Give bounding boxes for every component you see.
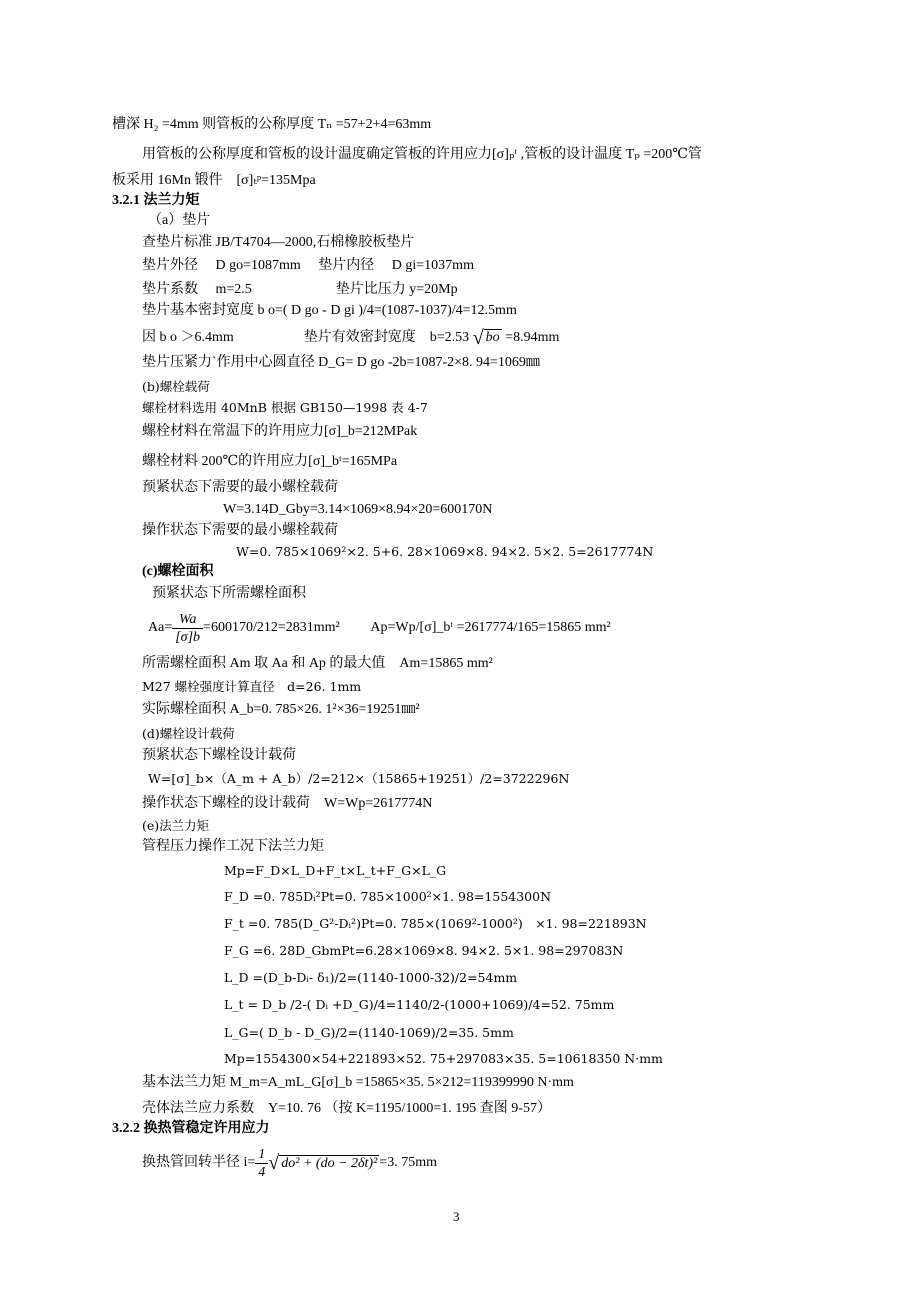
text-line: 垫片外径 D go=1087mm 垫片内径 D gi=1037mm: [142, 258, 474, 273]
text-line: 螺栓材料 200℃的许用应力[σ]_bᵗ=165MPa: [142, 454, 398, 469]
text-line: (d)螺栓设计载荷: [142, 726, 235, 741]
text-line: 预紧状态下所需螺栓面积: [152, 586, 306, 601]
sqrt-symbol: √: [268, 1152, 280, 1174]
text-line: Mp=1554300×54+221893×52. 75+297083×35. 5=10618350 N·mm: [224, 1051, 663, 1066]
text-line: 基本法兰力矩 M_m=A_mL_G[σ]_b =15865×35. 5×212=119399990 N·mm: [142, 1075, 574, 1090]
text-line: 垫片基本密封宽度 b o=( D go - D gi )/4=(1087-1037)/4=12.5mm: [142, 303, 517, 318]
text-line: 管程压力操作工况下法兰力矩: [142, 839, 324, 854]
fraction-denominator: [σ]b: [175, 629, 201, 645]
text-line: 用管板的公称厚度和管板的设计温度确定管板的许用应力[σ]ₚᵗ ,管板的设计温度 Tₚ =200℃管: [142, 147, 702, 162]
text-line: L_G=( D_b - D_G)/2=(1140-1069)/2=35. 5mm: [224, 1025, 514, 1040]
section-heading: 3.2.2 换热管稳定许用应力: [112, 1121, 270, 1136]
text-segment: =3. 75mm: [379, 1155, 437, 1170]
text-line: 槽深 H₂ =4mm 则管板的公称厚度 Tₙ =57+2+4=63mm: [112, 117, 432, 132]
text-line: 查垫片标准 JB/T4704—2000,石棉橡胶板垫片: [142, 235, 415, 250]
text-line: F_t =0. 785(D_G²-Dᵢ²)Pt=0. 785×(1069²-1000²) ×1. 98=221893N: [224, 916, 647, 931]
fraction-numerator: 1: [255, 1146, 268, 1164]
text-line: L_D =(D_b-Dᵢ- δ₁)/2=(1140-1000-32)/2=54mm: [224, 970, 518, 985]
text-line: 壳体法兰应力系数 Y=10. 76 （按 K=1195/1000=1. 195 查图 9-57）: [142, 1101, 551, 1116]
fraction-denominator: 4: [258, 1164, 266, 1180]
text-line: W=0. 785×1069²×2. 5+6. 28×1069×8. 94×2. 5×2. 5=2617774N: [236, 544, 654, 559]
formula-line: [148, 606, 611, 650]
text-line: 垫片系数 m=2.5 垫片比压力 y=20Mp: [142, 282, 458, 297]
fraction: [172, 611, 203, 646]
text-line: 所需螺栓面积 Am 取 Aa 和 Ap 的最大值 Am=15865 mm²: [142, 656, 493, 671]
text-line: W=3.14D_Gby=3.14×1069×8.94×20=600170N: [223, 502, 493, 517]
sqrt-radicand: bo: [485, 330, 500, 345]
text-line: W=[σ]_b×（A_m + A_b）/2=212×（15865+19251）/2=3722296N: [148, 771, 570, 786]
text-line: M27 螺栓强度计算直径 d=26. 1mm: [142, 679, 362, 694]
text-line: (b)螺栓载荷: [142, 379, 210, 394]
text-line: F_G =6. 28D_GbmPt=6.28×1069×8. 94×2. 5×1. 98=297083N: [224, 943, 624, 958]
fraction-numerator: Wa: [172, 611, 203, 629]
text-line: 螺栓材料在常温下的许用应力[σ]_b=212MPak: [142, 424, 418, 439]
text-line: (c)螺栓面积: [142, 564, 214, 579]
text-segment: =8.94mm: [505, 330, 560, 345]
text-line: L_t = D_b /2-( Dᵢ +D_G)/4=1140/2-(1000+1069)/4=52. 75mm: [224, 997, 615, 1012]
text-segment: 换热管回转半径 i=: [142, 1155, 256, 1170]
text-line: （a）垫片: [148, 213, 211, 228]
text-line: 操作状态下需要的最小螺栓载荷: [142, 523, 338, 538]
fraction: [255, 1146, 268, 1181]
text-line: 垫片压紧力`作用中心圆直径 D_G= D go -2b=1087-2×8. 94=1069㎜: [142, 355, 540, 370]
text-line: 板采用 16Mn 锻件 [σ]ₜᵖ=135Mpa: [112, 173, 316, 188]
text-segment: 因 b o ＞6.4mm 垫片有效密封宽度 b=2.53: [142, 330, 470, 345]
text-line: Mp=F_D×L_D+F_t×L_t+F_G×L_G: [224, 863, 447, 878]
text-line: 实际螺栓面积 A_b=0. 785×26. 1²×36=19251㎜²: [142, 702, 420, 717]
text-line: (e)法兰力矩: [142, 818, 210, 833]
text-line: 预紧状态下螺栓设计载荷: [142, 748, 296, 763]
text-line: 预紧状态下需要的最小螺栓载荷: [142, 480, 338, 495]
page-number: 3: [453, 1209, 460, 1224]
section-heading: 3.2.1 法兰力矩: [112, 193, 200, 208]
formula-line: [142, 329, 559, 347]
text-line: F_D =0. 785Dᵢ²Pt=0. 785×1000²×1. 98=1554300N: [224, 889, 552, 904]
text-segment: =600170/212=2831mm² Ap=Wp/[σ]_bᵗ =2617774/165=15865 mm²: [203, 620, 611, 635]
text-line: 操作状态下螺栓的设计载荷 W=Wp=2617774N: [142, 796, 433, 811]
text-line: 螺栓材料选用 40MnB 根据 GB150—1998 表 4-7: [142, 400, 428, 415]
sqrt-symbol: √: [472, 327, 484, 349]
text-segment: Aa=: [148, 620, 173, 635]
sqrt-radicand: do² + (do − 2δt)²: [281, 1155, 378, 1171]
formula-line: [142, 1140, 437, 1186]
